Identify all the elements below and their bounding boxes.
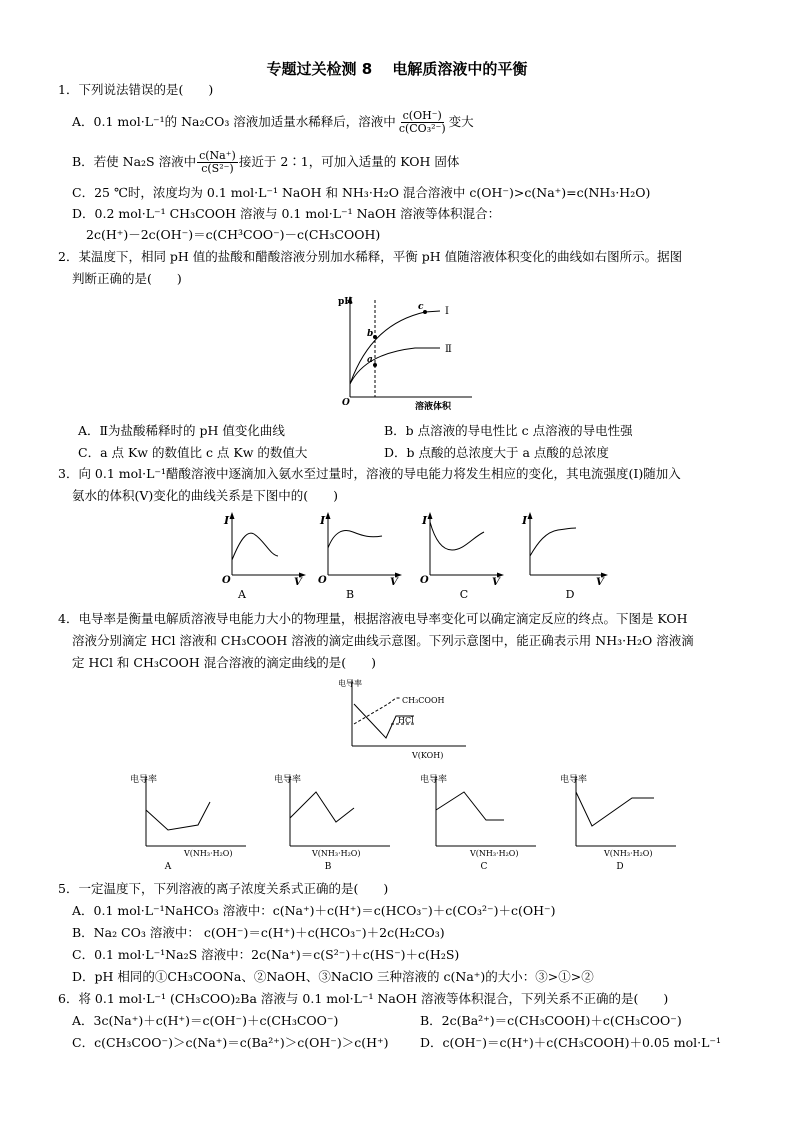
q1-b-pre: B．若使 Na₂S 溶液中 <box>72 154 197 169</box>
q3-graph-d <box>520 510 610 588</box>
q2-ph-figure <box>330 292 480 417</box>
q4-ref-ch3cooh: CH₃COOH <box>402 696 445 705</box>
q2-option-d: D．b 点酸的总浓度大于 a 点酸的总浓度 <box>384 445 609 460</box>
q2-fig-origin: O <box>342 398 350 408</box>
q1-option-a <box>72 110 474 135</box>
q1-option-c: C．25 ℃时，浓度均为 0.1 mol·L⁻¹ NaOH 和 NH₃·H₂O 混合溶液中 c(OH⁻)>c(Na⁺)=c(NH₃·H₂O) <box>72 185 651 200</box>
q2-option-b: B．b 点溶液的导电性比 c 点溶液的导电性强 <box>384 423 633 438</box>
q3-a-xlabel: V <box>294 577 302 588</box>
q4-label-c: C <box>480 862 488 872</box>
q4-d-xlabel: V(NH₃·H₂O) <box>604 849 653 858</box>
q2-fig-ylabel: pH <box>338 297 353 307</box>
q2-fig-curve2: Ⅱ <box>445 344 452 355</box>
q4-label-d: D <box>616 862 624 872</box>
q4-ref-hcl: HCl <box>398 716 414 725</box>
q4-graph-b <box>272 770 392 860</box>
q2-stem-line1: 2．某温度下，相同 pH 值的盐酸和醋酸溶液分别加水稀释，平衡 pH 值随溶液体积变化的曲线如右图所示。据图 <box>58 249 683 264</box>
q2-fig-point-c: c <box>418 302 424 312</box>
q2-stem-line2: 判断正确的是( ) <box>72 271 182 286</box>
q2-option-a: A．Ⅱ为盐酸稀释时的 pH 值变化曲线 <box>78 423 285 438</box>
q4-c-xlabel: V(NH₃·H₂O) <box>470 849 519 858</box>
q3-d-xlabel: V <box>596 577 604 588</box>
q4-label-a: A <box>164 862 172 872</box>
q1-b-post: 接近于 2∶1，可加入适量的 KOH 固体 <box>238 154 460 169</box>
q1-b-fraction <box>197 150 238 175</box>
q4-a-ylabel: 电导率 <box>130 775 158 785</box>
q5-option-c: C．0.1 mol·L⁻¹Na₂S 溶液中：2c(Na⁺)＝c(S²⁻)＋c(HS⁻)＋c(H₂S) <box>72 947 460 962</box>
q5-stem: 5．一定温度下，下列溶液的离子浓度关系式正确的是( ) <box>58 881 389 896</box>
q4-stem-line2: 溶液分别滴定 HCl 溶液和 CH₃COOH 溶液的滴定曲线示意图。下列示意图中，能正确表示用 NH₃·H₂O 溶液滴 <box>72 633 694 648</box>
q2-fig-point-a: a <box>367 355 373 365</box>
q3-b-origin: O <box>318 575 327 586</box>
q6-stem: 6．将 0.1 mol·L⁻¹ (CH₃COO)₂Ba 溶液与 0.1 mol·L⁻¹ NaOH 溶液等体积混合，下列关系不正确的是( ) <box>58 991 669 1006</box>
q3-b-ylabel: I <box>320 514 326 527</box>
q3-c-xlabel: V <box>492 577 500 588</box>
q3-label-b: B <box>345 588 355 601</box>
q3-graph-a <box>222 510 307 588</box>
q4-stem-line3: 定 HCl 和 CH₃COOH 混合溶液的滴定曲线的是( ) <box>72 655 377 670</box>
q1-option-d-equation: 2c(H⁺)－2c(OH⁻)＝c(CH³COO⁻)－c(CH₃COOH) <box>86 227 381 242</box>
q5-option-a: A．0.1 mol·L⁻¹NaHCO₃ 溶液中：c(Na⁺)＋c(H⁺)＝c(HCO₃⁻)＋c(CO₃²⁻)＋c(OH⁻) <box>72 903 556 918</box>
q3-stem-line2: 氨水的体积(V)变化的曲线关系是下图中的( ) <box>72 488 339 503</box>
q4-b-xlabel: V(NH₃·H₂O) <box>312 849 361 858</box>
q3-a-origin: O <box>222 575 231 586</box>
q4-stem-line1: 4．电导率是衡量电解质溶液导电能力大小的物理量，根据溶液电导率变化可以确定滴定反应的终点。下图是 KOH <box>58 611 688 626</box>
q3-label-c: C <box>459 588 469 601</box>
q4-ref-ylabel <box>338 678 362 688</box>
q4-graph-d <box>558 770 678 860</box>
q1-option-d: D．0.2 mol·L⁻¹ CH₃COOH 溶液与 0.1 mol·L⁻¹ NaOH 溶液等体积混合： <box>72 206 501 221</box>
q3-c-ylabel: I <box>422 514 428 527</box>
q4-label-b: B <box>324 862 332 872</box>
q4-a-xlabel: V(NH₃·H₂O) <box>184 849 233 858</box>
q2-fig-curve1: Ⅰ <box>445 306 449 317</box>
q5-option-b: B．Na₂ CO₃ 溶液中： c(OH⁻)＝c(H⁺)＋c(HCO₃⁻)＋2c(H₂CO₃) <box>72 925 445 940</box>
q3-label-d: D <box>565 588 575 601</box>
q4-b-ylabel: 电导率 <box>274 775 302 785</box>
q6-option-b: B．2c(Ba²⁺)＝c(CH₃COOH)＋c(CH₃COO⁻) <box>420 1013 682 1028</box>
q3-d-ylabel: I <box>522 514 528 527</box>
q3-graph-b <box>318 510 403 588</box>
q3-a-ylabel: I <box>224 514 230 527</box>
q4-reference-graph <box>336 676 476 761</box>
page-title: 专题过关检测 8 电解质溶液中的平衡 <box>266 60 528 78</box>
q4-graph-a <box>128 770 248 860</box>
q2-fig-xlabel: 溶液体积 <box>415 402 452 412</box>
q3-label-a: A <box>238 588 246 601</box>
q6-option-c: C．c(CH₃COO⁻)＞c(Na⁺)＝c(Ba²⁺)＞c(OH⁻)＞c(H⁺) <box>72 1035 389 1050</box>
q2-fig-point-b: b <box>367 329 374 339</box>
q1-b-numerator: c(Na⁺) <box>199 149 236 162</box>
q4-graph-c <box>418 770 538 860</box>
q2-option-c: C．a 点 Kw 的数值比 c 点 Kw 的数值大 <box>78 445 308 460</box>
q3-b-xlabel: V <box>390 577 398 588</box>
q4-ref-ylabel-text: 电导率 <box>338 679 362 688</box>
q1-a-pre: A．0.1 mol·L⁻¹的 Na₂CO₃ 溶液加适量水稀释后，溶液中 <box>72 114 396 129</box>
q3-c-origin: O <box>420 575 429 586</box>
q1-a-fraction <box>397 110 448 135</box>
q1-a-numerator: c(OH⁻) <box>402 109 442 122</box>
q5-option-d: D．pH 相同的①CH₃COONa、②NaOH、③NaClO 三种溶液的 c(Na⁺)的大小：③>①>② <box>72 969 594 984</box>
q1-b-denominator: c(S²⁻) <box>201 162 234 175</box>
q1-option-b <box>72 150 459 175</box>
q1-a-denominator: c(CO₃²⁻) <box>398 122 446 135</box>
q3-stem-line1: 3．向 0.1 mol·L⁻¹醋酸溶液中逐滴加入氨水至过量时，溶液的导电能力将发生相应的变化，其电流强度(I)随加入 <box>58 466 681 481</box>
q6-option-a: A．3c(Na⁺)＋c(H⁺)＝c(OH⁻)＋c(CH₃COO⁻) <box>72 1013 339 1028</box>
q6-option-d: D．c(OH⁻)＝c(H⁺)＋c(CH₃COOH)＋0.05 mol·L⁻¹ <box>420 1035 722 1050</box>
q3-graph-c <box>420 510 505 588</box>
q4-ref-xlabel: V(KOH) <box>412 751 444 760</box>
q1-stem: 1．下列说法错误的是( ) <box>58 82 214 97</box>
q4-d-ylabel: 电导率 <box>560 775 588 785</box>
q1-a-post: 变大 <box>448 114 474 129</box>
q4-c-ylabel: 电导率 <box>420 775 448 785</box>
